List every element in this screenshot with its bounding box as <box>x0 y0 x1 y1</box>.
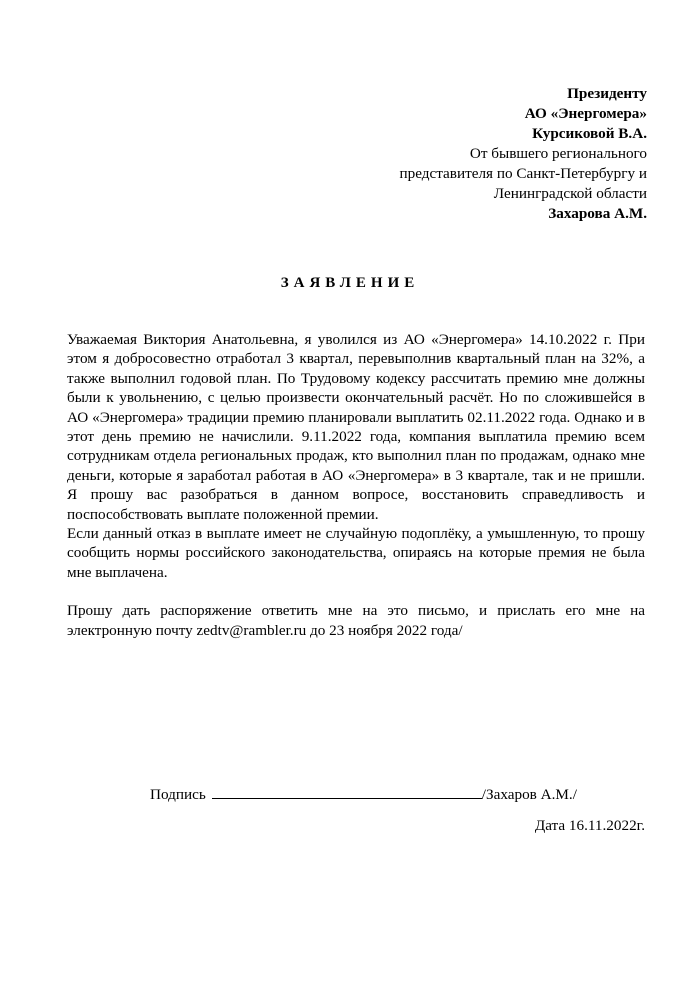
sender-name: Захарова А.М. <box>548 205 647 222</box>
addressee-name: Курсиковой В.А. <box>532 125 647 142</box>
signature-name: /Захаров А.М./ <box>481 786 577 803</box>
sender-line-1: От бывшего регионального <box>469 145 647 162</box>
document-date: Дата 16.11.2022г. <box>534 817 645 834</box>
document-body <box>67 330 645 640</box>
signature-label: Подпись <box>150 786 206 803</box>
addressee-block <box>287 84 647 224</box>
document-title: ЗАЯВЛЕНИЕ <box>280 275 420 291</box>
sender-line-2: представителя по Санкт-Петербургу и <box>399 165 647 182</box>
signature-line <box>212 784 482 799</box>
paragraph-gap <box>67 582 645 601</box>
paragraph-reply-request: Прошу дать распоряжение ответить мне на это письмо, и прислать его мне на электронную почту zedtv@rambler.ru до 23 ноября 2022 года/ <box>67 602 645 639</box>
addressee-position: Президенту <box>567 85 647 102</box>
addressee-company: АО «Энергомера» <box>524 105 647 122</box>
paragraph-request-law: Если данный отказ в выплате имеет не случайную подоплёку, а умышленную, то прошу сообщить нормы российского законодательства, опираясь на которые премия не была мне выплачена. <box>67 525 645 581</box>
sender-line-3: Ленинградской области <box>493 185 647 202</box>
signature-row <box>150 784 577 804</box>
paragraph-main: Уважаемая Виктория Анатольевна, я уволился из АО «Энергомера» 14.10.2022 г. При этом я добросовестно отработал 3 квартал, перевыполнив квартальный план на 32%, а также выполнил годовой план. По Трудовому кодексу рассчитать премию мне должны были к увольнению, с целью произвести окончательный расчёт. Но по сложившейся в АО «Энергомера» традиции премию планировали выплатить 02.11.2022 года. Однако и в этот день премию не начислили. 9.11.2022 года, компания выплатила премию всем сотрудникам отдела региональных продаж, кто выполнил план по продажам, однако мне деньги, которые я заработал работая в АО «Энергомера» в 3 квартале, так и не пришли. Я прошу вас разобраться в данном вопросе, восстановить справедливость и поспособствовать выплате положенной премии. <box>67 331 645 523</box>
